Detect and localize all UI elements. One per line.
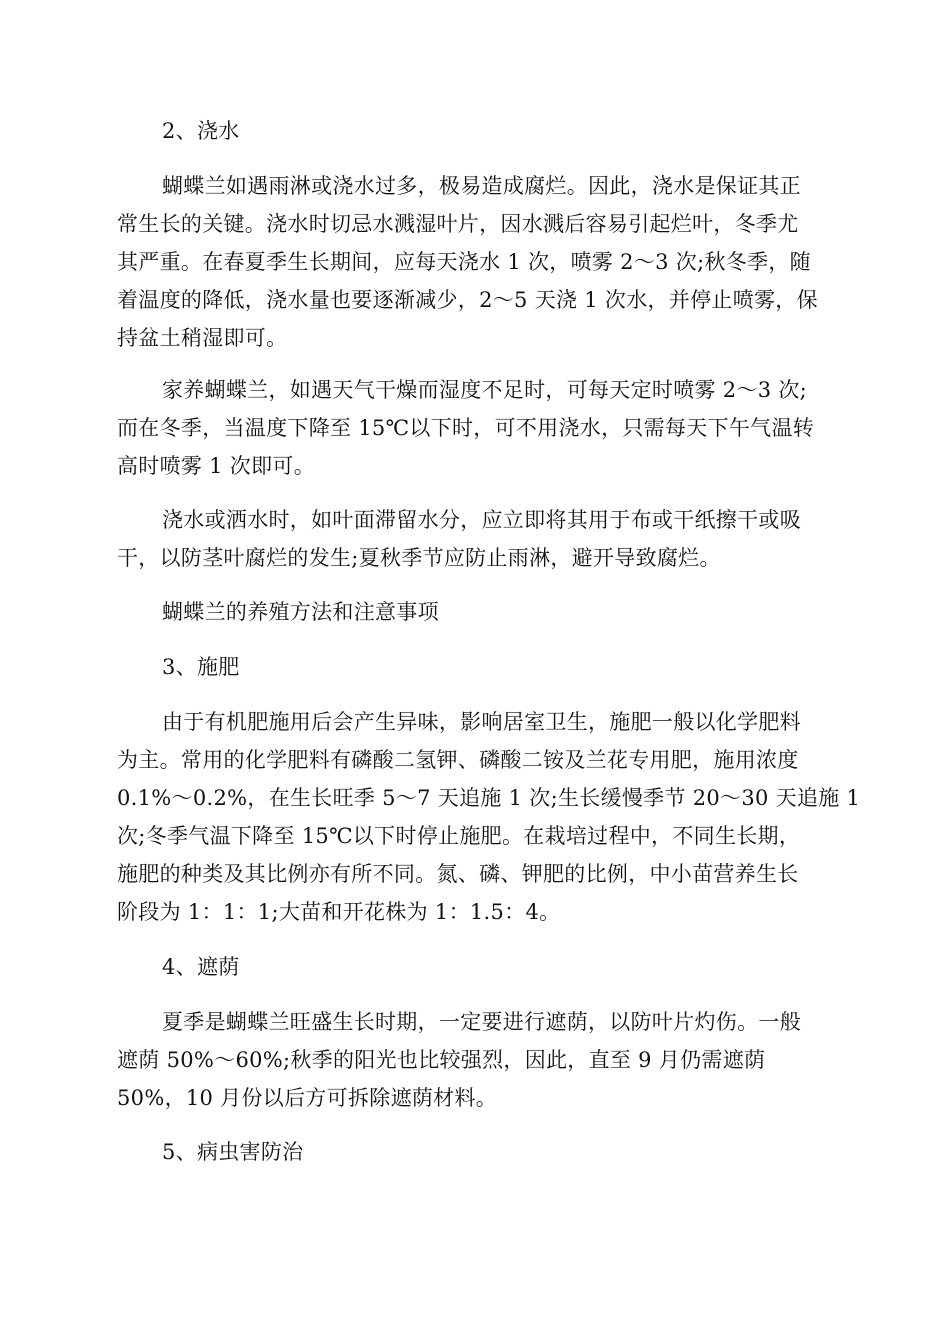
text-line: 蝴蝶兰如遇雨淋或浇水过多，极易造成腐烂。因此，浇水是保证其正 (162, 174, 801, 198)
text-line: 常生长的关键。浇水时切忌水溅湿叶片，因水溅后容易引起烂叶，冬季尤 (117, 212, 799, 236)
text-line: 由于有机肥施用后会产生异味，影响居室卫生，施肥一般以化学肥料 (162, 710, 801, 734)
section-heading-watering: 2、浇水 (162, 119, 240, 143)
text-line: 而在冬季，当温度下降至 15℃以下时，可不用浇水，只需每天下午气温转 (117, 416, 815, 440)
text-line: 其严重。在春夏季生长期间，应每天浇水 1 次，喷雾 2～3 次;秋冬季，随 (117, 250, 811, 274)
text-line: 干，以防茎叶腐烂的发生;夏秋季节应防止雨淋，避开导致腐烂。 (117, 546, 721, 570)
section-heading-fertilizing: 3、施肥 (162, 655, 240, 679)
text-line: 遮荫 50%～60%;秋季的阳光也比较强烈，因此，直至 9 月仍需遮荫 (117, 1048, 766, 1072)
text-line: 持盆土稍湿即可。 (117, 326, 288, 350)
section-heading-shading: 4、遮荫 (162, 955, 240, 979)
text-line: 夏季是蝴蝶兰旺盛生长时期，一定要进行遮荫，以防叶片灼伤。一般 (162, 1010, 801, 1034)
text-line: 为主。常用的化学肥料有磷酸二氢钾、磷酸二铵及兰花专用肥，施用浓度 (117, 748, 799, 772)
text-line: 家养蝴蝶兰，如遇天气干燥而湿度不足时，可每天定时喷雾 2～3 次; (162, 378, 808, 402)
text-line: 高时喷雾 1 次即可。 (117, 454, 316, 478)
text-line: 50%，10 月份以后方可拆除遮荫材料。 (117, 1086, 498, 1110)
text-line: 次;冬季气温下降至 15℃以下时停止施肥。在栽培过程中，不同生长期， (117, 824, 801, 848)
text-line: 阶段为 1：1：1;大苗和开花株为 1：1.5：4。 (117, 900, 561, 924)
text-line: 0.1%～0.2%，在生长旺季 5～7 天追施 1 次;生长缓慢季节 20～30 天追施 1 (117, 786, 861, 810)
text-line: 浇水或洒水时，如叶面滞留水分，应立即将其用于布或干纸擦干或吸 (162, 508, 801, 532)
text-line: 施肥的种类及其比例亦有所不同。氮、磷、钾肥的比例，中小苗营养生长 (117, 862, 799, 886)
subtitle: 蝴蝶兰的养殖方法和注意事项 (162, 600, 439, 624)
text-line: 着温度的降低，浇水量也要逐渐减少，2～5 天浇 1 次水，并停止喷雾，保 (117, 288, 818, 312)
section-heading-pests: 5、病虫害防治 (162, 1140, 304, 1164)
